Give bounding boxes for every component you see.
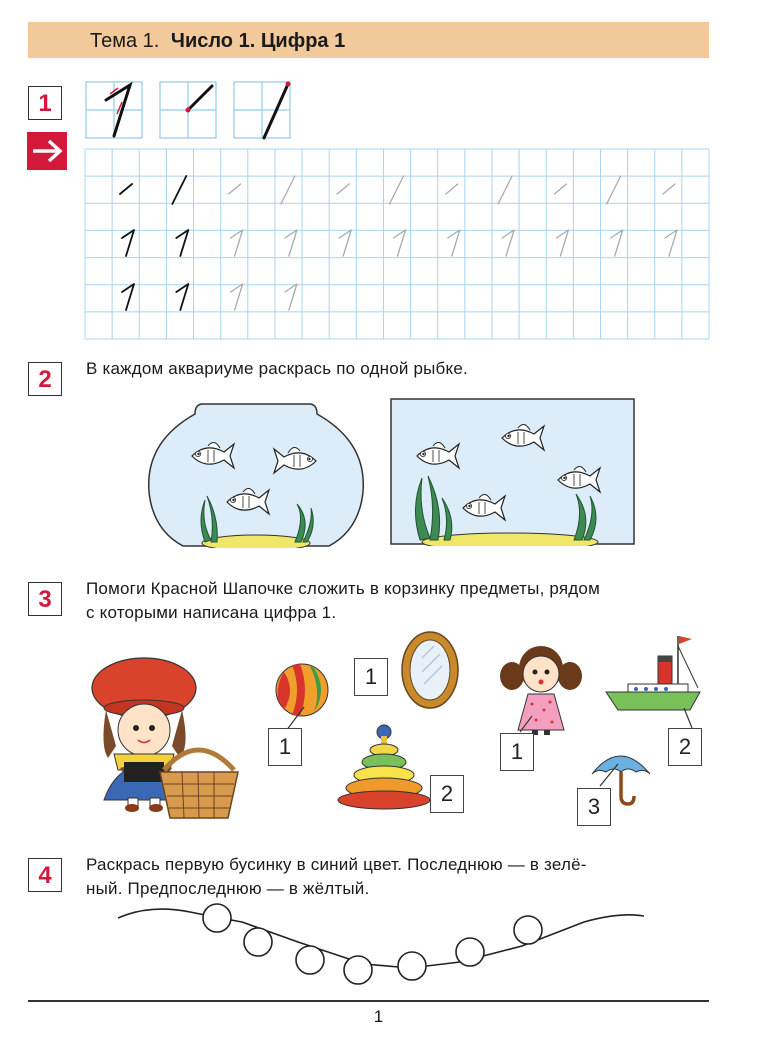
fish	[227, 488, 269, 514]
bead[interactable]	[296, 946, 324, 974]
pyramid-toy-illustration	[334, 722, 444, 812]
fish	[558, 466, 600, 492]
bead[interactable]	[456, 938, 484, 966]
fish	[192, 442, 234, 468]
task-4-text-line2: ный. Предпоследнюю — в жёлтый.	[86, 879, 370, 898]
doll-pointer	[510, 714, 540, 734]
task-2-number: 2	[28, 362, 62, 396]
ball-label[interactable]: 1	[268, 728, 302, 766]
fish	[463, 494, 505, 520]
task-3-text-line1: Помоги Красной Шапочке сложить в корзинку предметы, рядом	[86, 579, 600, 598]
ship-pointer	[680, 706, 700, 730]
task-2-text: В каждом аквариуме раскрась по одной рыбке.	[86, 359, 468, 378]
mirror-label[interactable]: 1	[354, 658, 388, 696]
task-3-number: 3	[28, 582, 62, 616]
bead[interactable]	[203, 904, 231, 932]
ship-label[interactable]: 2	[668, 728, 702, 766]
page-number: 1	[373, 1007, 384, 1026]
topic-title: Число 1. Цифра 1	[170, 30, 346, 52]
umbrella-label[interactable]: 3	[577, 788, 611, 826]
task-1-number: 1	[28, 86, 62, 120]
task-4-text-line1: Раскрась первую бусинку в синий цвет. Последнюю — в зелё-	[86, 855, 587, 874]
bead-string	[110, 894, 650, 990]
task-4-number: 4	[28, 858, 62, 892]
mirror-illustration	[396, 628, 466, 712]
doll-label[interactable]: 1	[500, 733, 534, 771]
fish	[417, 442, 459, 468]
umbrella-pointer	[594, 760, 624, 790]
pyramid-label[interactable]: 2	[430, 775, 464, 813]
fish	[274, 447, 316, 473]
footer-divider	[28, 1000, 709, 1002]
red-riding-hood-illustration	[86, 650, 246, 820]
task-3-text-line2: с которыми написана цифра 1.	[86, 603, 337, 622]
fish	[502, 424, 544, 450]
bead[interactable]	[398, 952, 426, 980]
topic-label: Тема 1.	[90, 30, 160, 52]
bead[interactable]	[514, 916, 542, 944]
bead[interactable]	[344, 956, 372, 984]
bead[interactable]	[244, 928, 272, 956]
